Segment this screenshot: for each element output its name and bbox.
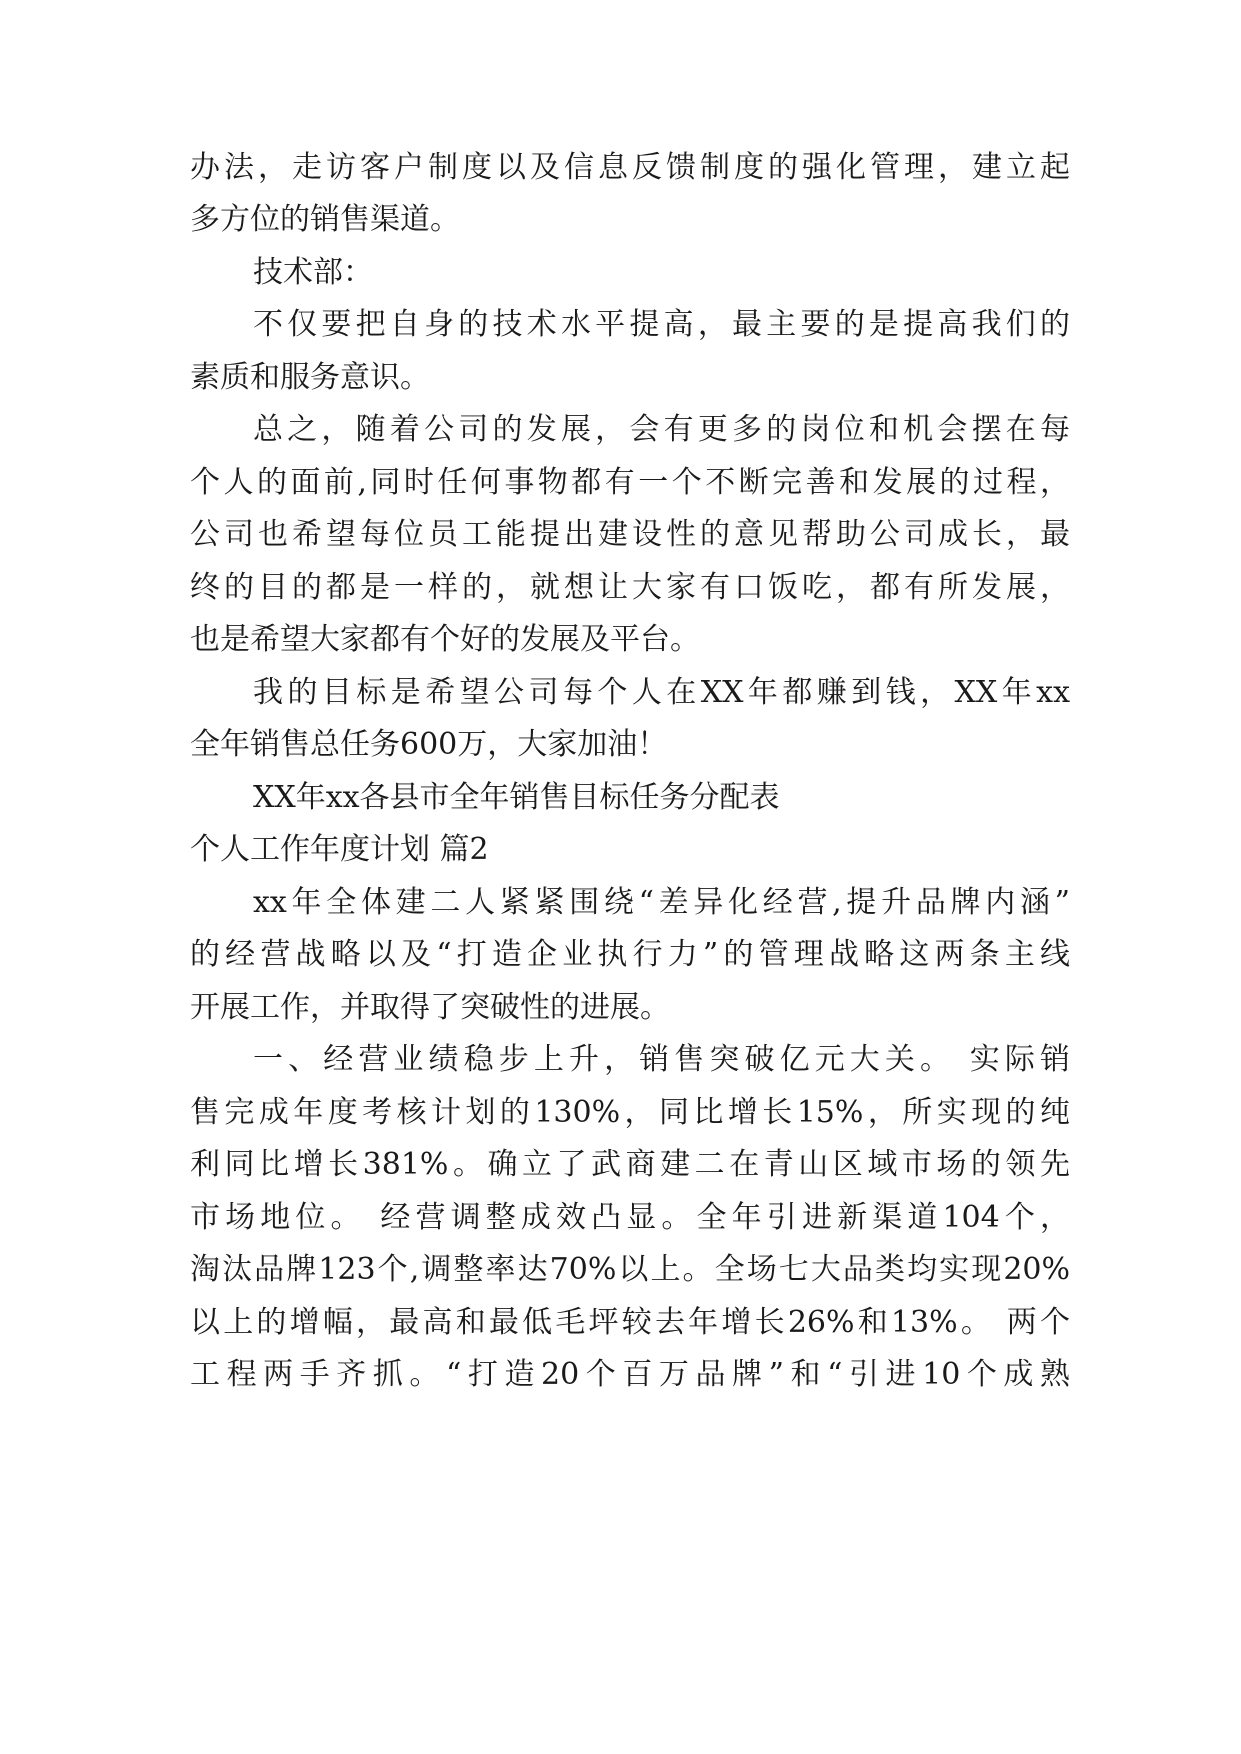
paragraph-line: 利同比增长381%。确立了武商建二在青山区域市场的领先 [190, 1147, 1070, 1182]
paragraph-line: 市场地位。 经营调整成效凸显。全年引进新渠道104个， [190, 1200, 1070, 1235]
table-caption: XX年xx各县市全年销售目标任务分配表 [253, 780, 780, 815]
section-heading: 技术部： [253, 255, 373, 290]
paragraph-line: 不仅要把自身的技术水平提高，最主要的是提高我们的 [253, 307, 1070, 342]
paragraph-line: 的经营战略以及“打造企业执行力”的管理战略这两条主线 [190, 937, 1070, 972]
paragraph-line: xx年全体建二人紧紧围绕“差异化经营,提升品牌内涵” [253, 885, 1070, 920]
section-title: 个人工作年度计划 篇2 [190, 832, 489, 867]
paragraph-line: 办法，走访客户制度以及信息反馈制度的强化管理，建立起 [190, 150, 1070, 185]
paragraph-line: 一、经营业绩稳步上升，销售突破亿元大关。 实际销 [253, 1042, 1070, 1077]
paragraph-line: 全年销售总任务600万，大家加油！ [190, 727, 668, 762]
paragraph-line: 开展工作，并取得了突破性的进展。 [190, 990, 670, 1025]
paragraph-line: 工程两手齐抓。“打造20个百万品牌”和“引进10个成熟 [190, 1357, 1070, 1392]
paragraph-line: 公司也希望每位员工能提出建设性的意见帮助公司成长，最 [190, 517, 1070, 552]
paragraph-line: 个人的面前,同时任何事物都有一个不断完善和发展的过程， [190, 465, 1070, 500]
paragraph-line: 终的目的都是一样的，就想让大家有口饭吃，都有所发展， [190, 570, 1070, 605]
paragraph-line: 也是希望大家都有个好的发展及平台。 [190, 622, 700, 657]
paragraph-line: 我的目标是希望公司每个人在XX年都赚到钱，XX年xx [253, 675, 1070, 710]
paragraph-line: 淘汰品牌123个,调整率达70%以上。全场七大品类均实现20% [190, 1252, 1070, 1287]
paragraph-line: 多方位的销售渠道。 [190, 202, 460, 237]
paragraph-line: 以上的增幅，最高和最低毛坪较去年增长26%和13%。 两个 [190, 1305, 1070, 1340]
paragraph-line: 总之，随着公司的发展，会有更多的岗位和机会摆在每 [253, 412, 1070, 447]
paragraph-line: 售完成年度考核计划的130%，同比增长15%，所实现的纯 [190, 1095, 1070, 1130]
paragraph-line: 素质和服务意识。 [190, 360, 430, 395]
